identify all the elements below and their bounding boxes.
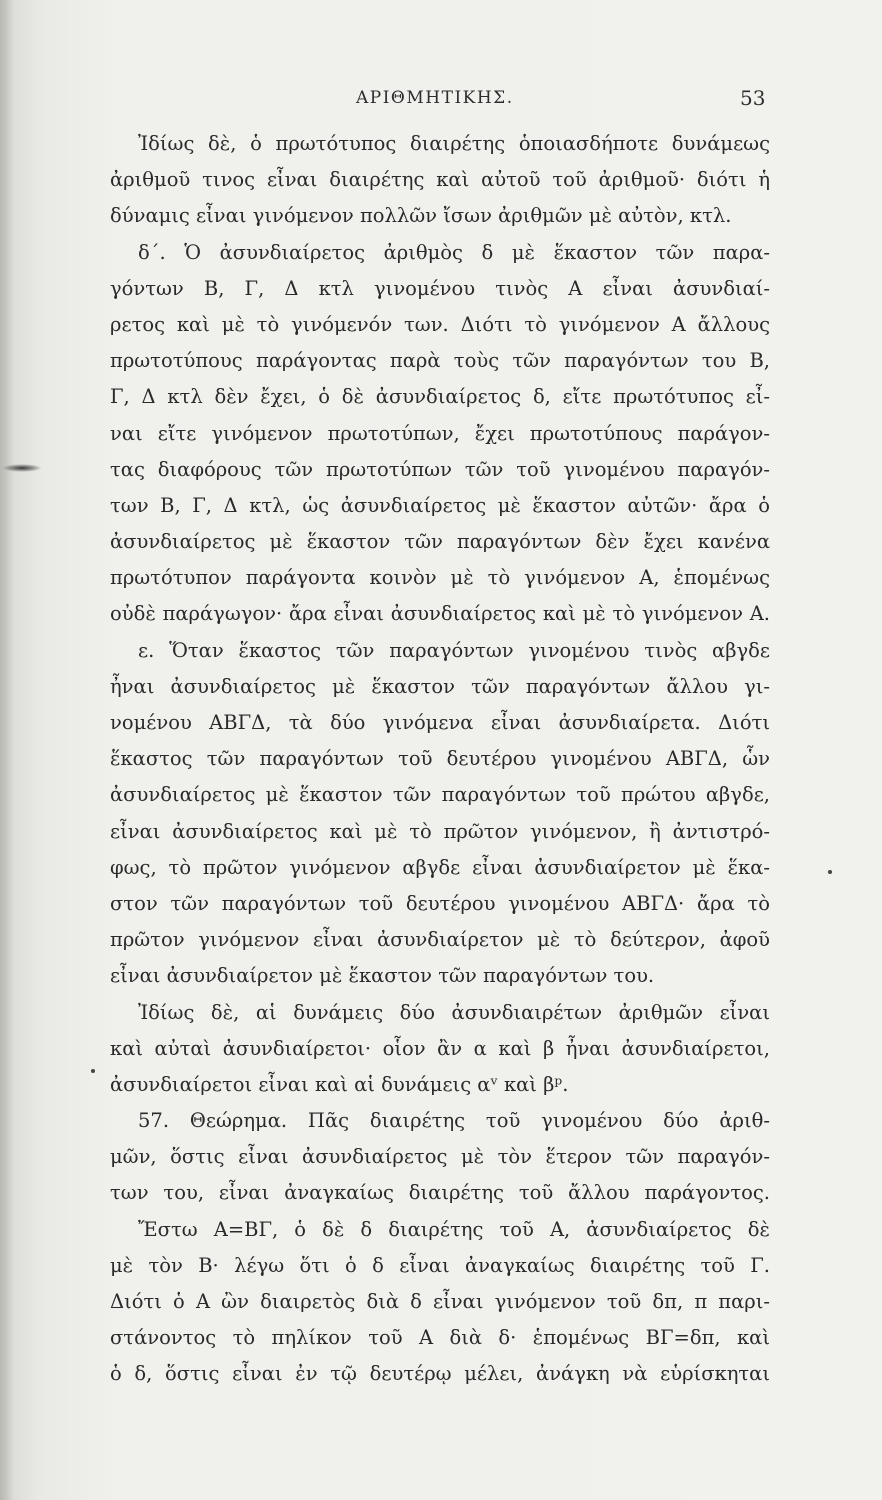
text-line: ἀσυνδιαίρετοι εἶναι καὶ αἱ δυνάμεις αᵛ καὶ βᵖ. [110, 1072, 569, 1096]
running-title: ΑΡΙΘΜΗΤΙΚΗΣ. [356, 88, 514, 108]
page-number: 53 [740, 86, 766, 110]
text-line: μὲ τὸν Β· λέγω ὅτι ὁ δ εἶναι ἀναγκαίως διαιρέτης τοῦ Γ. [110, 1253, 770, 1277]
margin-dot [828, 870, 832, 874]
text-line: ἀριθμοῦ τινος εἶναι διαιρέτης καὶ αὐτοῦ τοῦ ἀριθμοῦ· διότι ἡ [110, 168, 770, 192]
text-line: ἀσυνδιαίρετος μὲ ἕκαστον τῶν παραγόντων δὲν ἔχει κανένα [110, 530, 770, 554]
text-line: νομένου ΑΒΓΔ, τὰ δύο γινόμενα εἶναι ἀσυνδιαίρετα. Διότι [110, 711, 770, 734]
text-line: των του, εἶναι ἀναγκαίως διαιρέτης τοῦ ἄλλου παράγοντος. [110, 1181, 770, 1205]
binding-shadow [0, 0, 14, 1500]
text-line: γόντων Β, Γ, Δ κτλ γινομένου τινὸς Α εἶναι ἀσυνδιαί- [110, 276, 770, 300]
text-line: ἀσυνδιαίρετος μὲ ἕκαστον τῶν παραγόντων τοῦ πρώτου αβγδε, [110, 783, 770, 807]
text-line: φως, τὸ πρῶτον γινόμενον αβγδε εἶναι ἀσυνδιαίρετον μὲ ἕκα- [110, 855, 770, 879]
text-line: οὐδὲ παράγωγον· ἄρα εἶναι ἀσυνδιαίρετος καὶ μὲ τὸ γινόμενον Α. [110, 602, 770, 626]
text-line: ὁ δ, ὅστις εἶναι ἐν τῷ δευτέρῳ μέλει, ἀνάγκη νὰ εὑρίσκηται [110, 1362, 770, 1386]
text-line: δύναμις εἶναι γινόμενον πολλῶν ἴσων ἀριθμῶν μὲ αὐτὸν, κτλ. [110, 204, 732, 228]
text-line: πρῶτον γινόμενον εἶναι ἀσυνδιαίρετον μὲ τὸ δεύτερον, ἀφοῦ [110, 928, 770, 952]
margin-dot [91, 1069, 95, 1073]
text-line: Διότι ὁ Α ὢν διαιρετὸς διὰ δ εἶναι γινόμενον τοῦ δπ, π παρι- [110, 1290, 770, 1313]
text-line: πρωτοτύπους παράγοντας παρὰ τοὺς τῶν παραγόντων του Β, [110, 349, 770, 373]
page-header [0, 88, 882, 116]
text-line: καὶ αὐταὶ ἀσυνδιαίρετοι· οἷον ἂν α καὶ β ἦναι ἀσυνδιαίρετοι, [110, 1036, 770, 1060]
text-line: Ἔστω Α=ΒΓ, ὁ δὲ δ διαιρέτης τοῦ Α, ἀσυνδιαίρετος δὲ [138, 1217, 770, 1241]
text-line: ἕκαστος τῶν παραγόντων τοῦ δευτέρου γινομένου ΑΒΓΔ, ὧν [110, 747, 770, 771]
text-line: στάνοντος τὸ πηλίκον τοῦ Α διὰ δ· ἑπομένως ΒΓ=δπ, καὶ [110, 1326, 770, 1350]
text-line: 57. Θεώρημα. Πᾶς διαιρέτης τοῦ γινομένου δύο ἀριθ- [138, 1109, 770, 1133]
text-line: των Β, Γ, Δ κτλ, ὡς ἀσυνδιαίρετος μὲ ἕκαστον αὐτῶν· ἄρα ὁ [110, 493, 770, 517]
text-line: στον τῶν παραγόντων τοῦ δευτέρου γινομένου ΑΒΓΔ· ἄρα τὸ [110, 891, 770, 915]
text-line: ε. Ὅταν ἕκαστος τῶν παραγόντων γινομένου τινὸς αβγδε [138, 638, 770, 662]
text-line: ρετος καὶ μὲ τὸ γινόμενόν των. Διότι τὸ γινόμενον Α ἄλλους [110, 312, 770, 336]
text-line: τας διαφόρους τῶν πρωτοτύπων τῶν τοῦ γινομένου παραγόν- [110, 457, 770, 481]
text-line: ἦναι ἀσυνδιαίρετος μὲ ἕκαστον τῶν παραγόντων ἄλλου γι- [110, 674, 770, 698]
text-line: Γ, Δ κτλ δὲν ἔχει, ὁ δὲ ἀσυνδιαίρετος δ, εἴτε πρωτότυπος εἶ- [110, 385, 770, 409]
text-line: εἶναι ἀσυνδιαίρετος καὶ μὲ τὸ πρῶτον γινόμενον, ἢ ἀντιστρό- [110, 819, 770, 843]
text-line: πρωτότυπον παράγοντα κοινὸν μὲ τὸ γινόμενον Α, ἑπομένως [110, 566, 770, 590]
ink-smudge [2, 464, 42, 472]
text-line: εἶναι ἀσυνδιαίρετον μὲ ἕκαστον τῶν παραγόντων του. [110, 964, 655, 988]
body-text [110, 126, 770, 1393]
text-line: μῶν, ὅστις εἶναι ἀσυνδιαίρετος μὲ τὸν ἕτερον τῶν παραγόν- [110, 1145, 770, 1169]
text-line: Ἰδίως δὲ, αἱ δυνάμεις δύο ἀσυνδιαιρέτων ἀριθμῶν εἶναι [138, 1000, 770, 1024]
text-line: δ΄. Ὁ ἀσυνδιαίρετος ἀριθμὸς δ μὲ ἕκαστον τῶν παρα- [138, 240, 770, 264]
text-line: Ἰδίως δὲ, ὁ πρωτότυπος διαιρέτης ὁποιασδήποτε δυνάμεως [138, 132, 770, 155]
text-line: ναι εἴτε γινόμενον πρωτοτύπων, ἔχει πρωτοτύπους παράγον- [110, 421, 770, 445]
